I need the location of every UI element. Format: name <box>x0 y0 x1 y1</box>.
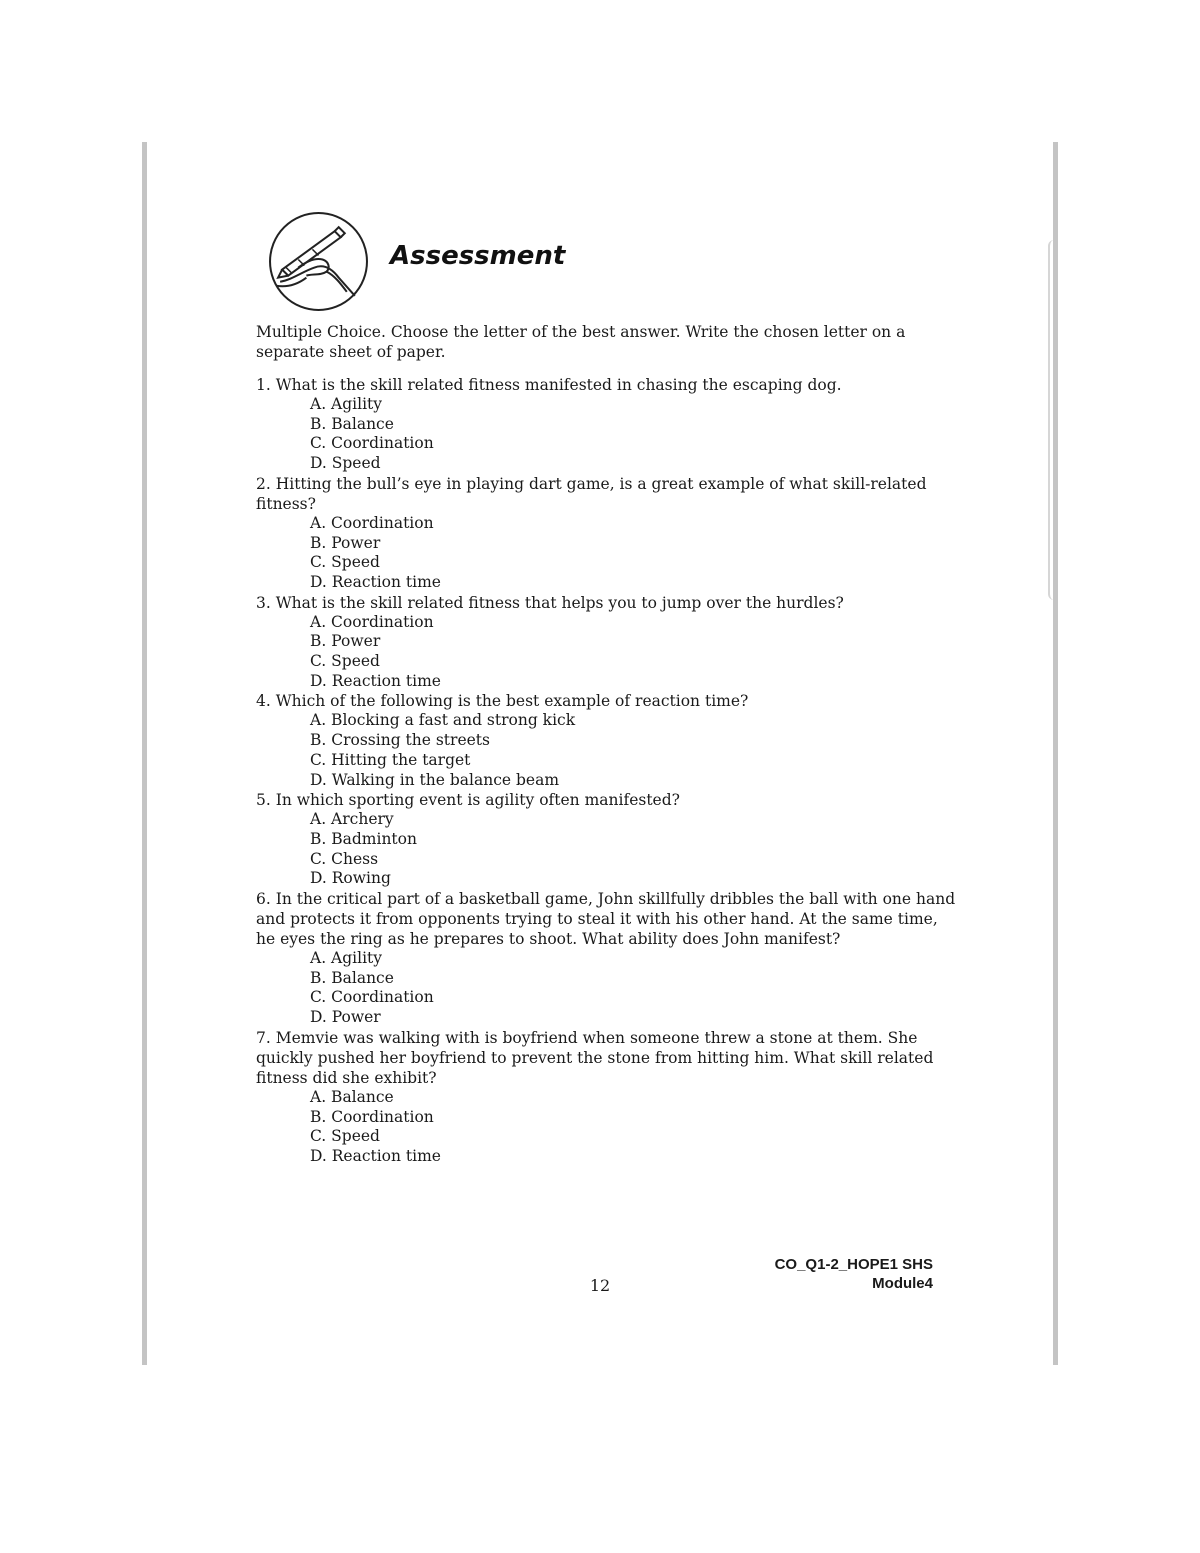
option: B. Coordination <box>310 1107 434 1126</box>
question-6 <box>256 889 956 1028</box>
option: C. Speed <box>310 553 380 572</box>
question-1 <box>256 375 956 474</box>
option: B. Badminton <box>310 829 417 848</box>
option-list <box>256 514 956 593</box>
question-4 <box>256 691 956 790</box>
hand-writing-pencil-icon <box>268 211 369 312</box>
question-text: 5. In which sporting event is agility often manifested? <box>256 791 680 810</box>
question-text: 7. Memvie was walking with is boyfriend when someone threw a stone at them. She quickly pushed her boyfriend to prevent the stone from hitting him. What skill related fitness did she exhibit? <box>256 1028 934 1087</box>
option: D. Reaction time <box>310 572 441 591</box>
question-7 <box>256 1028 956 1167</box>
option-list <box>256 810 956 889</box>
question-text: 3. What is the skill related fitness that helps you to jump over the hurdles? <box>256 593 844 612</box>
option: B. Balance <box>310 968 394 987</box>
assessment-header <box>268 211 668 311</box>
option: D. Power <box>310 1008 381 1027</box>
assessment-content <box>256 322 956 1167</box>
option: B. Power <box>310 533 381 552</box>
option-list <box>256 949 956 1028</box>
question-text: 6. In the critical part of a basketball game, John skillfully dribbles the ball with one hand and protects it from opponents trying to steal it with his other hand. At the same time, he eyes the ring as he prepares to shoot. What ability does John manifest? <box>256 890 956 949</box>
option: A. Balance <box>310 1087 394 1106</box>
question-text: 2. Hitting the bull’s eye in playing dart game, is a great example of what skill-related fitness? <box>256 474 927 513</box>
option: D. Reaction time <box>310 1146 441 1165</box>
option: D. Walking in the balance beam <box>310 770 560 789</box>
option: A. Coordination <box>310 513 434 532</box>
module-code <box>700 1255 933 1293</box>
page-title: Assessment <box>390 241 566 271</box>
question-3 <box>256 593 956 692</box>
option: C. Coordination <box>310 988 434 1007</box>
option: A. Blocking a fast and strong kick <box>310 711 576 730</box>
option: B. Power <box>310 632 381 651</box>
module-code-line: Module4 <box>872 1275 933 1292</box>
option: C. Coordination <box>310 434 434 453</box>
option: B. Crossing the streets <box>310 731 490 750</box>
option: D. Rowing <box>310 869 391 888</box>
option: A. Coordination <box>310 612 434 631</box>
option: D. Speed <box>310 454 381 473</box>
question-text: 1. What is the skill related fitness manifested in chasing the escaping dog. <box>256 376 842 394</box>
page-left-edge <box>142 142 147 1365</box>
question-2 <box>256 474 956 593</box>
option: C. Speed <box>310 1127 380 1146</box>
option: A. Archery <box>310 810 394 829</box>
option: A. Agility <box>310 395 383 413</box>
option-list <box>256 613 956 692</box>
option: C. Hitting the target <box>310 750 471 769</box>
page-number: 12 <box>589 1276 611 1295</box>
scroll-handle[interactable] <box>1048 240 1060 600</box>
option: D. Reaction time <box>310 671 441 690</box>
option-list <box>256 1088 956 1167</box>
option: A. Agility <box>310 949 383 968</box>
option: C. Chess <box>310 849 379 868</box>
module-code-line: CO_Q1-2_HOPE1 SHS <box>774 1256 933 1273</box>
question-5 <box>256 790 956 889</box>
option: C. Speed <box>310 652 380 671</box>
option-list <box>256 711 956 790</box>
option: B. Balance <box>310 414 394 433</box>
option-list <box>256 395 956 474</box>
instructions: Multiple Choice. Choose the letter of the best answer. Write the chosen letter on a separate sheet of paper. <box>256 323 906 361</box>
question-text: 4. Which of the following is the best example of reaction time? <box>256 692 749 711</box>
